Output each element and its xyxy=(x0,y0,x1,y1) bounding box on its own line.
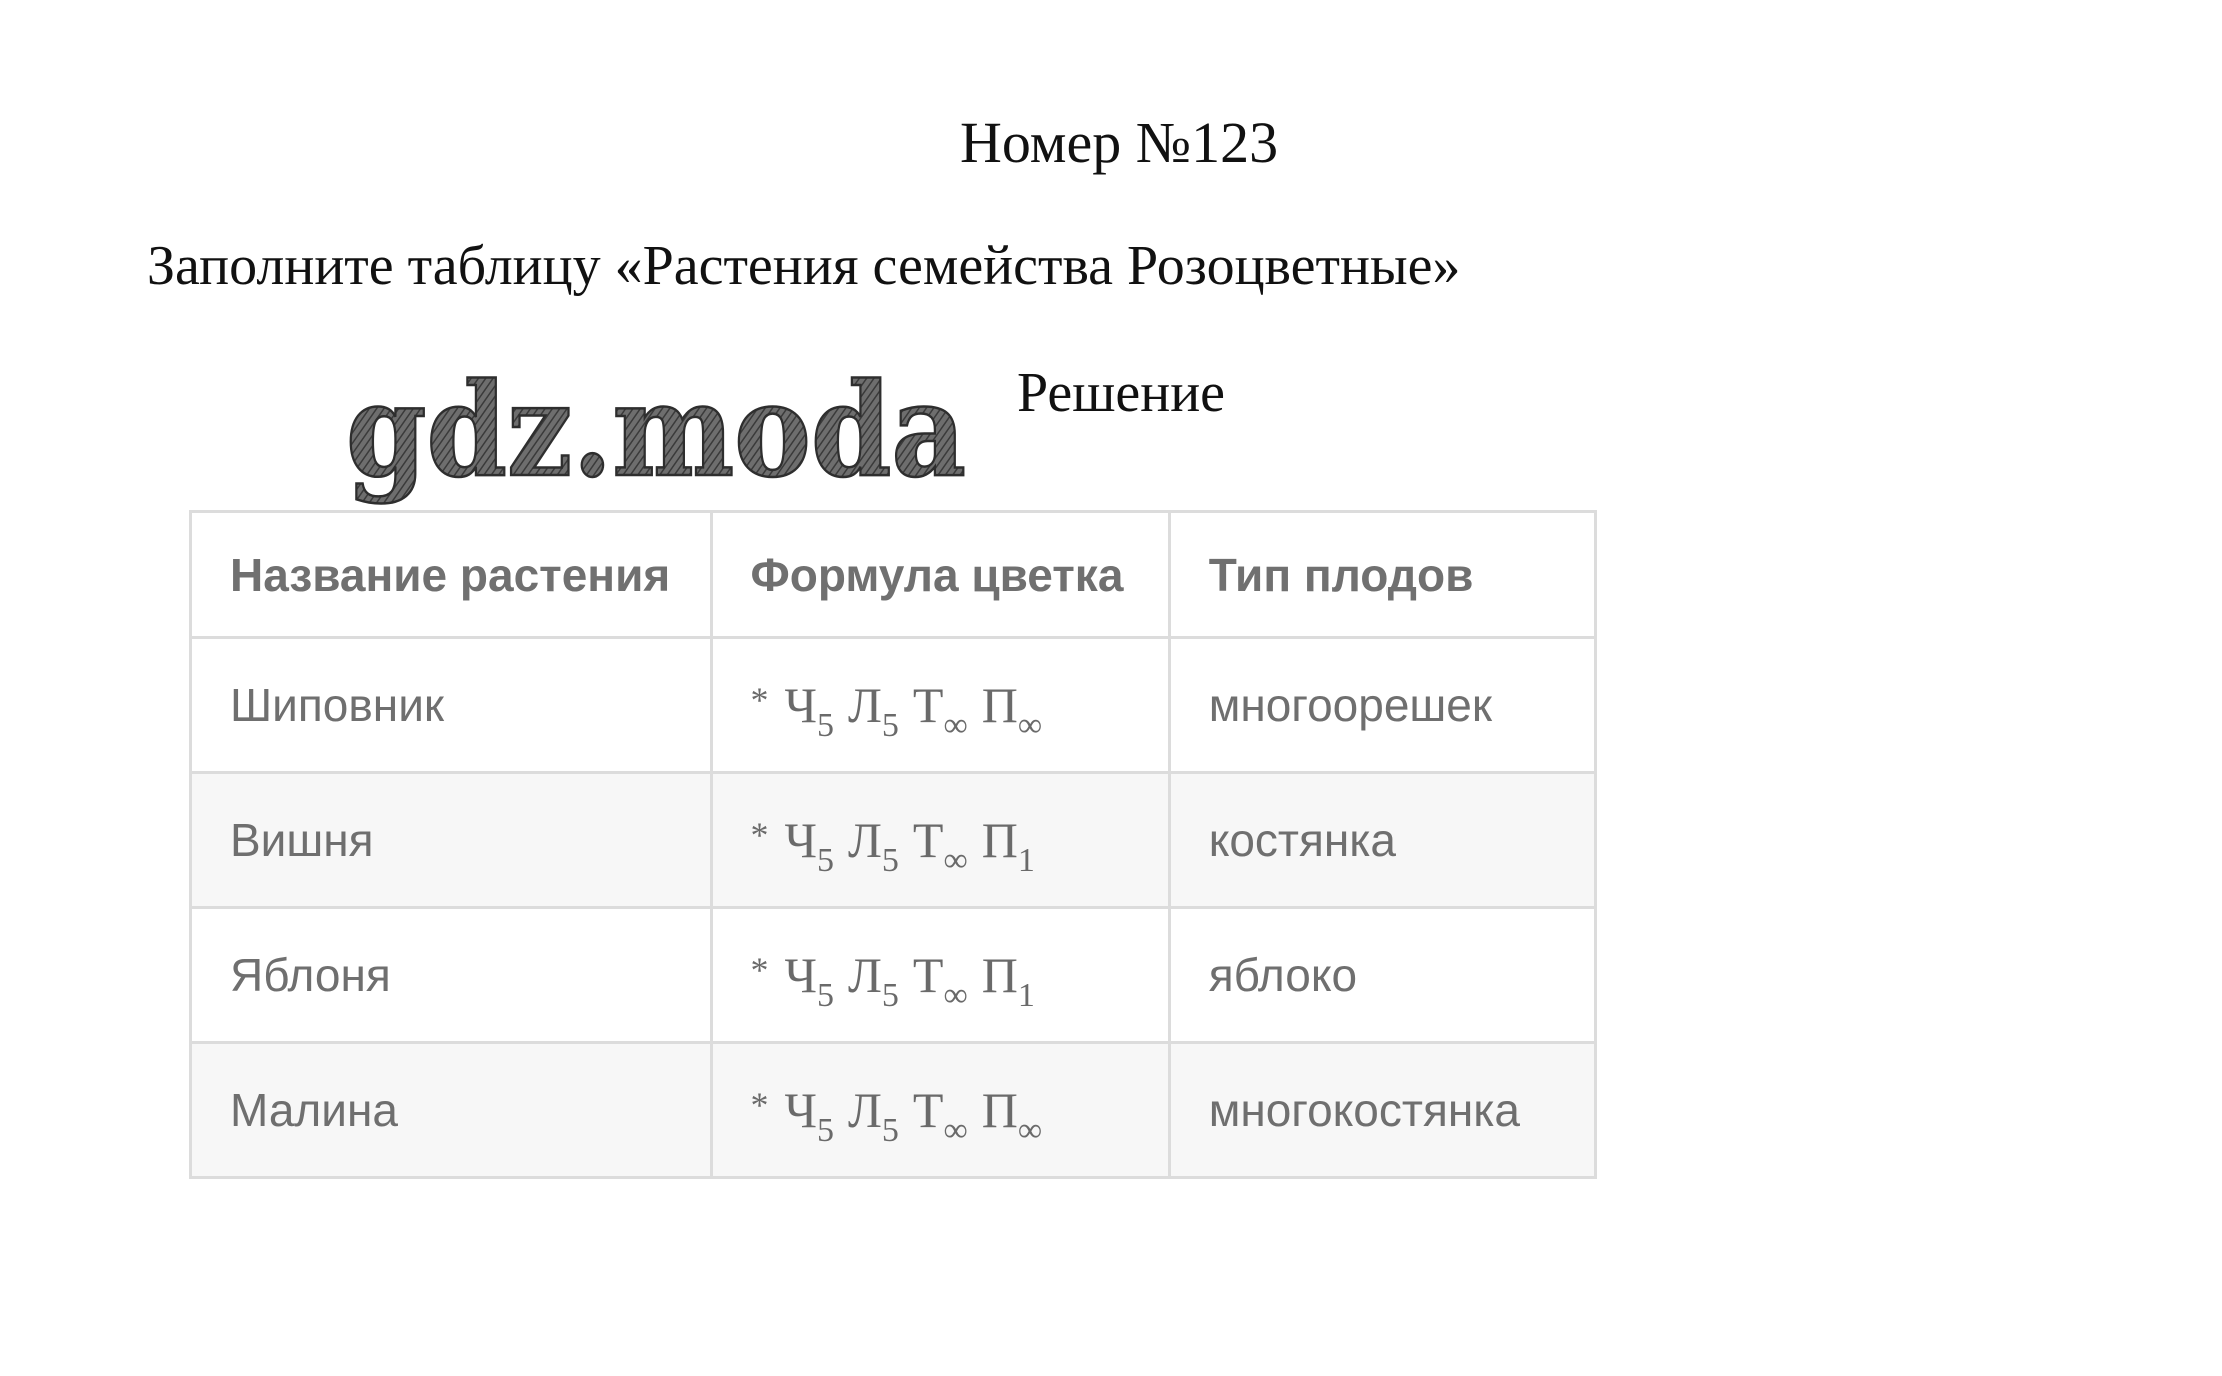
watermark-logo-image xyxy=(340,355,980,515)
table-row xyxy=(191,638,1596,773)
formula-letter: Т xyxy=(912,1082,944,1138)
formula-symbol xyxy=(981,677,1043,744)
formula-subscript: 5 xyxy=(817,842,834,879)
table-row xyxy=(191,773,1596,908)
task-text: Заполните таблицу «Растения семейства Розоцветные» xyxy=(147,235,1461,297)
formula-subscript: 5 xyxy=(881,842,899,879)
table-body xyxy=(191,638,1596,1178)
formula-symbol xyxy=(912,1082,968,1149)
formula-letter: Т xyxy=(912,812,944,868)
actinomorphic-star: * xyxy=(750,815,769,855)
formula-symbol xyxy=(848,812,899,879)
formula-letter: Л xyxy=(848,947,882,1003)
formula-symbol xyxy=(912,677,968,744)
plant-name-cell: Вишня xyxy=(191,773,712,908)
formula-letter: П xyxy=(981,677,1018,733)
formula-subscript: 5 xyxy=(881,1112,899,1149)
formula-subscript: ∞ xyxy=(943,707,968,744)
formula-letter: П xyxy=(981,1082,1018,1138)
formula-letter: П xyxy=(981,947,1018,1003)
header-fruit-type: Тип плодов xyxy=(1169,512,1595,638)
formula-letter: Ч xyxy=(784,947,817,1003)
formula-letter: Ч xyxy=(784,677,817,733)
watermark-text: gdz.moda xyxy=(346,356,966,506)
formula-subscript: 5 xyxy=(817,1112,834,1149)
formula-symbol xyxy=(848,1082,899,1149)
formula-letter: Ч xyxy=(784,1082,817,1138)
formula-letter: Л xyxy=(848,812,882,868)
formula-symbol xyxy=(848,677,899,744)
formula-symbol xyxy=(981,1082,1043,1149)
actinomorphic-star: * xyxy=(750,1085,769,1125)
header-plant-name: Название растения xyxy=(191,512,712,638)
formula-subscript: 5 xyxy=(817,977,834,1014)
formula-letter: Ч xyxy=(784,812,817,868)
formula-symbol xyxy=(784,1082,835,1149)
plant-name-cell: Шиповник xyxy=(191,638,712,773)
formula-subscript: ∞ xyxy=(1017,707,1043,744)
flower-formula-cell xyxy=(711,773,1169,908)
formula-letter: Л xyxy=(848,1082,882,1138)
formula-subscript: 5 xyxy=(817,707,834,744)
formula-subscript: 5 xyxy=(881,707,899,744)
page-title: Номер №123 xyxy=(960,110,1279,175)
formula-subscript: 1 xyxy=(1017,977,1035,1014)
formula-subscript: ∞ xyxy=(943,842,968,879)
fruit-type-cell: костянка xyxy=(1169,773,1595,908)
actinomorphic-star: * xyxy=(750,680,769,720)
table-row xyxy=(191,1043,1596,1178)
formula-symbol xyxy=(784,812,835,879)
formula-symbol xyxy=(981,947,1035,1014)
fruit-type-cell: многокостянка xyxy=(1169,1043,1595,1178)
formula-symbol xyxy=(784,677,835,744)
formula-subscript: ∞ xyxy=(1017,1112,1043,1149)
formula-subscript: 5 xyxy=(881,977,899,1014)
fruit-type-cell: многоорешек xyxy=(1169,638,1595,773)
formula-letter: Л xyxy=(848,677,882,733)
formula-symbol xyxy=(912,947,968,1014)
formula-letter: Т xyxy=(912,947,944,1003)
table-row xyxy=(191,908,1596,1043)
flower-formula-cell xyxy=(711,1043,1169,1178)
actinomorphic-star: * xyxy=(750,950,769,990)
watermark-logo xyxy=(340,355,980,515)
flower-formula-cell xyxy=(711,908,1169,1043)
formula-symbol xyxy=(848,947,899,1014)
table-header-row xyxy=(191,512,1596,638)
formula-subscript: ∞ xyxy=(943,977,968,1014)
fruit-type-cell: яблоко xyxy=(1169,908,1595,1043)
formula-symbol xyxy=(912,812,968,879)
formula-subscript: 1 xyxy=(1017,842,1035,879)
formula-symbol xyxy=(981,812,1035,879)
solution-label: Решение xyxy=(1017,362,1226,424)
rosaceae-table xyxy=(189,510,1597,1179)
formula-letter: П xyxy=(981,812,1018,868)
flower-formula-cell xyxy=(711,638,1169,773)
header-flower-formula: Формула цветка xyxy=(711,512,1169,638)
formula-symbol xyxy=(784,947,835,1014)
formula-letter: Т xyxy=(912,677,944,733)
plant-name-cell: Малина xyxy=(191,1043,712,1178)
formula-subscript: ∞ xyxy=(943,1112,968,1149)
plant-name-cell: Яблоня xyxy=(191,908,712,1043)
